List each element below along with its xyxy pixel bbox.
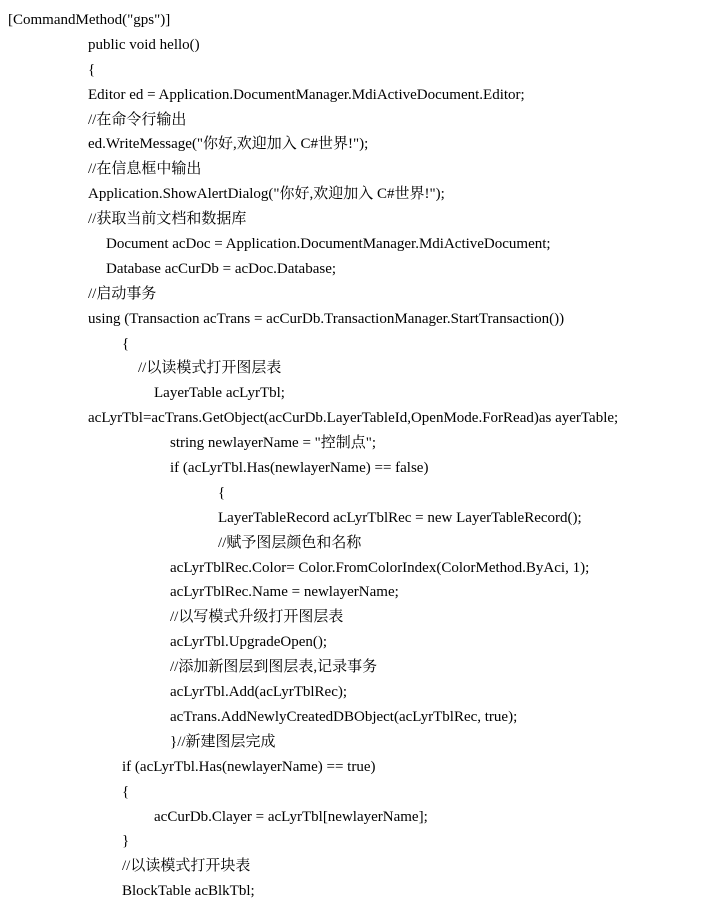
code-line: public void hello() bbox=[88, 36, 200, 53]
code-line: LayerTable acLyrTbl; bbox=[154, 385, 285, 402]
code-comment: //以写模式升级打开图层表 bbox=[170, 609, 344, 626]
code-line: Database acCurDb = acDoc.Database; bbox=[106, 260, 337, 277]
code-line: string newlayerName = "控制点"; bbox=[170, 435, 377, 452]
code-line: BlockTable acBlkTbl; bbox=[122, 883, 255, 900]
code-line: { bbox=[122, 783, 130, 800]
code-comment: //添加新图层到图层表,记录事务 bbox=[170, 659, 378, 676]
code-line: Application.ShowAlertDialog("你好,欢迎加入 C#世界!"); bbox=[88, 186, 445, 203]
code-line: acLyrTbl.Add(acLyrTblRec); bbox=[170, 684, 348, 701]
code-line: { bbox=[88, 61, 96, 78]
code-line: }//新建图层完成 bbox=[170, 733, 276, 750]
code-line: [CommandMethod("gps")] bbox=[8, 12, 171, 28]
code-line: acLyrTbl.UpgradeOpen(); bbox=[170, 634, 328, 651]
code-line: using (Transaction acTrans = acCurDb.TransactionManager.StartTransaction()) bbox=[88, 310, 565, 327]
code-line: Document acDoc = Application.DocumentManager.MdiActiveDocument; bbox=[106, 236, 551, 253]
code-line: if (acLyrTbl.Has(newlayerName) == false) bbox=[170, 460, 429, 477]
code-comment: //在命令行输出 bbox=[88, 111, 187, 128]
code-line: LayerTableRecord acLyrTblRec = new LayerTableRecord(); bbox=[218, 509, 582, 526]
code-comment: //以读模式打开图层表 bbox=[138, 360, 282, 377]
code-line: Editor ed = Application.DocumentManager.MdiActiveDocument.Editor; bbox=[88, 86, 525, 103]
code-comment: //获取当前文档和数据库 bbox=[88, 211, 247, 228]
code-line: { bbox=[122, 335, 130, 352]
code-line: } bbox=[122, 833, 130, 850]
code-line: acCurDb.Clayer = acLyrTbl[newlayerName]; bbox=[154, 808, 428, 825]
code-line: acTrans.AddNewlyCreatedDBObject(acLyrTblRec, true); bbox=[170, 708, 518, 725]
code-line: acLyrTbl=acTrans.GetObject(acCurDb.LayerTableId,OpenMode.ForRead)as ayerTable; bbox=[88, 410, 619, 427]
code-line: acLyrTblRec.Color= Color.FromColorIndex(ColorMethod.ByAci, 1); bbox=[170, 559, 590, 576]
code-comment: //以读模式打开块表 bbox=[122, 858, 251, 875]
code-line: if (acLyrTbl.Has(newlayerName) == true) bbox=[122, 758, 376, 775]
code-comment: //赋予图层颜色和名称 bbox=[218, 534, 362, 551]
code-line: ed.WriteMessage("你好,欢迎加入 C#世界!"); bbox=[88, 136, 369, 153]
code-comment: //在信息框中输出 bbox=[88, 161, 202, 178]
code-line: acLyrTblRec.Name = newlayerName; bbox=[170, 584, 399, 601]
code-line: { bbox=[218, 484, 226, 501]
code-comment: //启动事务 bbox=[88, 285, 157, 302]
